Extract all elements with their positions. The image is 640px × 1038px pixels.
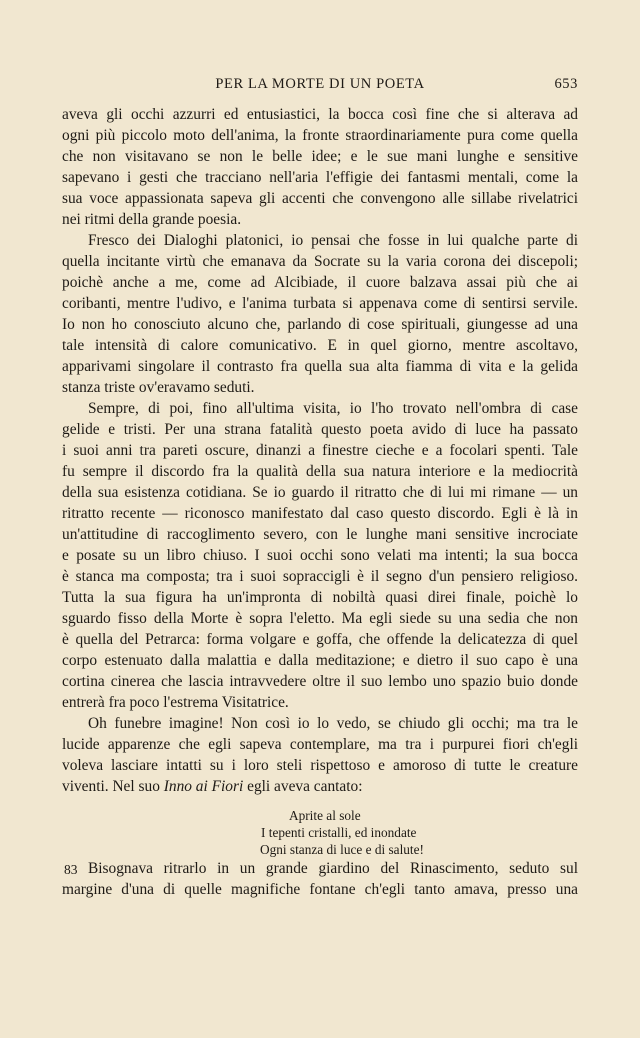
text-line: Bisognava ritrarlo in un grande giardino del Rinascimento, seduto sul <box>88 860 578 877</box>
page-number: 653 <box>554 76 578 92</box>
text-line: voleva lasciare intatti su i loro steli rispettoso e amoroso di tutte le creature <box>62 757 578 774</box>
text-line: che non visitavano se non le belle idee; e le sue mani lunghe e sensitive <box>62 148 578 165</box>
text-line: un'attitudine di raccoglimento severo, con le lunghe mani sensitive incrociate <box>62 526 578 543</box>
text-line: aveva gli occhi azzurri ed entusiastici, la bocca così fine che si alterava ad <box>62 106 578 123</box>
text-line: lucide apparenze che egli sapeva contemplare, ma tra i purpurei fiori ch'egli <box>62 736 578 753</box>
text-line: i suoi anni tra pareti oscure, dinanzi a finestre cieche e a focolari spenti. Tale <box>62 442 578 459</box>
text-line: poichè anche a me, come ad Alcibiade, il cuore balzava assai più che ai <box>62 274 578 291</box>
running-title: PER LA MORTE DI UN POETA <box>215 76 425 92</box>
verse-line: I tepenti cristalli, ed inondate <box>261 825 417 840</box>
text-line: Sempre, di poi, fino all'ultima visita, io l'ho trovato nell'ombra di case <box>88 400 578 417</box>
verse-line: Aprite al sole <box>289 808 361 823</box>
text-line: e posate su un libro chiuso. I suoi occhi sono velati ma intenti; la sua bocca <box>62 547 578 564</box>
text-line: sapevano i gesti che tracciano nell'aria l'effigie dei fantasmi mentali, come la <box>62 169 578 186</box>
text-line: corpo estenuato dalla malattia e dalla meditazione; e dietro il suo capo è una <box>62 652 578 669</box>
signature-mark: 83 <box>64 862 78 877</box>
text-line: ritratto recente — riconosco manifestato dal caso questo discordo. Egli è là in <box>62 505 578 522</box>
text-line: è stanca ma composta; tra i suoi sopraccigli è il segno d'un pensiero religioso. <box>62 568 578 585</box>
text-line: quella incitante virtù che emanava da Socrate su la varia corona dei discepoli; <box>62 253 578 270</box>
text-line: è quella del Petrarca: forma volgare e goffa, che offende la delicatezza di quel <box>62 631 578 648</box>
line-text: viventi. Nel suo <box>62 778 164 795</box>
paragraph-4 <box>62 713 578 797</box>
verse-line: Ogni stanza di luce e di salute! <box>260 842 424 857</box>
text-line: entrerà fra poco l'estrema Visitatrice. <box>62 694 289 711</box>
text-line: margine d'una di quelle magnifiche fontane ch'egli tanto amava, presso una <box>62 881 578 898</box>
poem-title: Inno ai Fiori <box>163 778 244 795</box>
text-line: sguardo fisso della Morte è sopra l'eletto. Ma egli siede su una sedia che non <box>62 610 578 627</box>
text-line: ogni più piccolo moto dell'anima, la fronte straordinariamente pura come quella <box>62 127 578 144</box>
text-line: coribanti, mentre l'udivo, e l'anima turbata si appenava come di sentirsi servile. <box>62 295 578 312</box>
paragraph-2 <box>62 230 578 398</box>
text-line: stanza triste ov'eravamo seduti. <box>62 379 255 396</box>
page-header <box>62 76 578 96</box>
text-line: tale intensità di calore comunicativo. E in quel giorno, mentre ascoltavo, <box>62 337 578 354</box>
text-line <box>62 776 578 797</box>
text-line: apparivami singolare il contrasto fra quella sua alta fiamma di vita e la gelida <box>62 358 578 375</box>
body-text <box>62 104 578 900</box>
verse-quotation <box>62 807 578 858</box>
text-line: sua voce appassionata sapeva gli accenti che convengono alle sillabe rivelatrici <box>62 190 578 207</box>
text-line: della sua esistenza cotidiana. Se io guardo il ritratto che di lui mi rimane — un <box>62 484 578 501</box>
text-line: Io non ho conosciuto alcuno che, parlando di cose spirituali, giungesse ad una <box>62 316 578 333</box>
paragraph-1 <box>62 104 578 230</box>
text-line: nei ritmi della grande poesia. <box>62 211 242 228</box>
paragraph-5 <box>62 858 578 900</box>
text-line: fu sempre il discordo fra la qualità della sua natura interiore e la mediocrità <box>62 463 578 480</box>
text-line: gelide e tristi. Per una strana fatalità questo poeta avido di luce ha passato <box>62 421 578 438</box>
text-line: Oh funebre imagine! Non così io lo vedo, se chiudo gli occhi; ma tra le <box>88 715 578 732</box>
paragraph-3 <box>62 398 578 713</box>
text-line: cortina cinerea che lascia intravvedere oltre il suo lembo uno spazio buio donde <box>62 673 578 690</box>
line-text: egli aveva cantato: <box>243 778 363 795</box>
text-line: Tutta la sua figura ha un'impronta di nobiltà quasi direi finale, poichè lo <box>62 589 578 606</box>
text-line: Fresco dei Dialoghi platonici, io pensai che fosse in lui qualche parte di <box>88 232 578 249</box>
